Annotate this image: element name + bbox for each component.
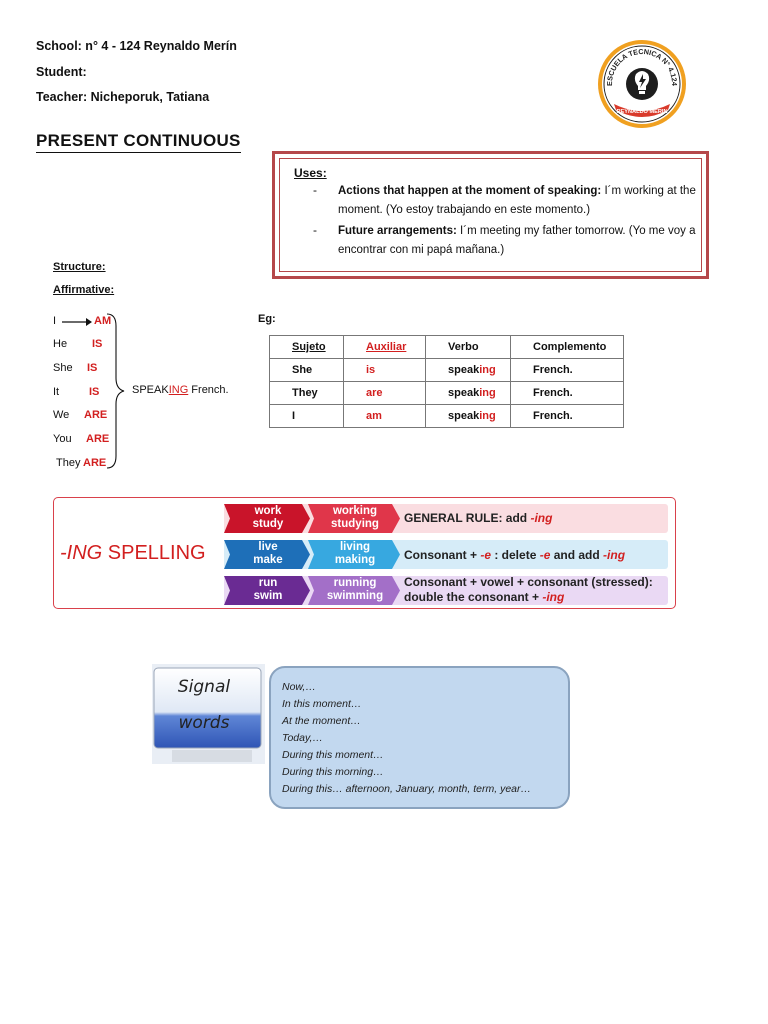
pronoun-she: She <box>53 362 73 374</box>
ing-words: working studying <box>331 505 379 530</box>
signal-words-graphic <box>152 664 265 764</box>
student-line: Student: <box>36 65 87 79</box>
signal-word: In this moment… <box>282 698 362 710</box>
cell-verb: speaking <box>426 405 511 428</box>
example-table <box>269 335 624 428</box>
cell-complement: French. <box>511 382 624 405</box>
aux-is: IS <box>92 338 103 350</box>
table-row <box>270 405 624 428</box>
signal-word: Now,… <box>282 681 316 693</box>
header-auxiliar: Auxiliar <box>344 336 426 359</box>
pronoun-i: I <box>53 315 57 327</box>
cell-verb: speaking <box>426 382 511 405</box>
seal-top-text: ESCUELA TECNICA N° 4.124 <box>604 46 680 86</box>
pronoun-we: We <box>53 409 70 421</box>
base-words: work study <box>252 505 284 530</box>
aux-is: IS <box>89 386 100 398</box>
cell-verb: speaking <box>426 359 511 382</box>
use-item: Future arrangements: I´m meeting my father tomorrow. (Yo me voy a encontrar con mi papá mañana.) <box>338 225 696 256</box>
cell-complement: French. <box>511 405 624 428</box>
seal-bottom-text: REYNALDO MERIN <box>616 109 668 115</box>
uses-title: Uses: <box>294 166 327 180</box>
signal-label-bottom: words <box>178 713 230 733</box>
cell-complement: French. <box>511 359 624 382</box>
cell-subject: I <box>270 405 344 428</box>
teacher-line: Teacher: Nicheporuk, Tatiana <box>36 90 210 104</box>
cell-aux: are <box>344 382 426 405</box>
structure-label: Structure: <box>53 261 106 273</box>
base-words: run swim <box>253 577 283 602</box>
spelling-rule: GENERAL RULE: add -ing <box>404 511 553 525</box>
signal-word: At the moment… <box>282 715 361 727</box>
cell-aux: am <box>344 405 426 428</box>
signal-word: During this moment… <box>282 749 384 761</box>
affirmative-label: Affirmative: <box>53 284 115 296</box>
aux-are: ARE <box>84 409 108 421</box>
pronoun-they: They <box>56 457 81 469</box>
arrow-icon <box>62 318 92 326</box>
cell-aux: is <box>344 359 426 382</box>
signal-word: Today,… <box>282 732 323 744</box>
signal-label-top: Signal <box>177 677 231 697</box>
spelling-rule: Consonant + vowel + consonant (stressed): double the consonant + -ing <box>404 575 653 604</box>
header-sujeto: Sujeto <box>270 336 344 359</box>
table-row <box>270 359 624 382</box>
ing-words: running swimming <box>326 577 384 602</box>
ing-spelling-box <box>53 497 676 609</box>
pronoun-you: You <box>53 433 72 445</box>
header-verbo: Verbo <box>426 336 511 359</box>
use-item: Actions that happen at the moment of speaking: I´m working at the moment. (Yo estoy trabajando en este momento.) <box>338 185 696 216</box>
pronoun-it: It <box>53 386 60 398</box>
signal-word: During this morning… <box>282 766 384 778</box>
aux-are: ARE <box>86 433 110 445</box>
base-words: live make <box>253 541 283 566</box>
signal-word: During this… afternoon, January, month, term, year… <box>282 783 531 795</box>
bullet-dash: - <box>313 223 317 237</box>
header-complemento: Complemento <box>511 336 624 359</box>
table-row <box>270 382 624 405</box>
cell-subject: She <box>270 359 344 382</box>
page-title: PRESENT CONTINUOUS <box>36 131 241 153</box>
ing-words: living making <box>334 541 376 566</box>
table-header-row <box>270 336 624 359</box>
uses-box <box>272 151 709 279</box>
spelling-rule: Consonant + -e : delete -e and add -ing <box>404 548 626 562</box>
cell-subject: They <box>270 382 344 405</box>
example-label: Eg: <box>258 313 276 325</box>
school-seal <box>596 38 688 130</box>
spelling-title: -ING SPELLING <box>60 542 206 564</box>
aux-are: ARE <box>83 457 107 469</box>
speaking-french: SPEAKING French. <box>132 384 229 396</box>
bullet-dash: - <box>313 183 317 197</box>
pronoun-he: He <box>53 338 68 350</box>
signal-words-box <box>269 666 570 809</box>
brace-icon <box>104 312 128 470</box>
aux-is: IS <box>87 362 98 374</box>
aux-am: AM <box>94 315 112 327</box>
school-line: School: n° 4 - 124 Reynaldo Merín <box>36 39 237 53</box>
